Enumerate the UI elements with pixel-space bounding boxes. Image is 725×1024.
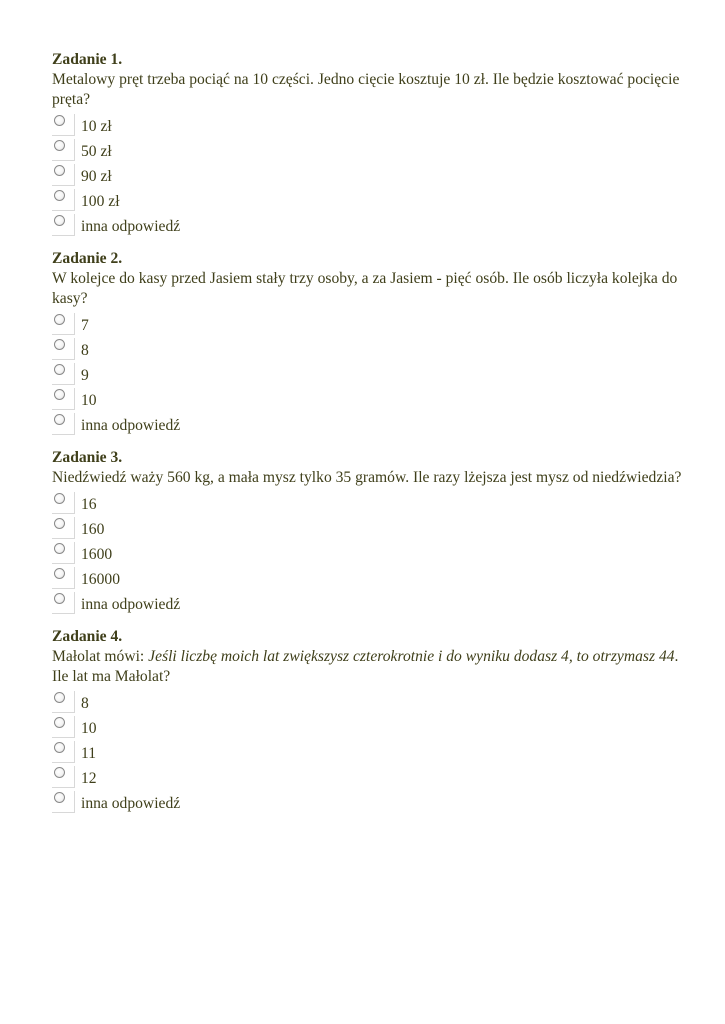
answer-option[interactable] [52, 766, 682, 791]
answer-option[interactable] [52, 388, 682, 413]
radio-frame [52, 517, 75, 539]
answer-label: 9 [81, 367, 89, 384]
answer-label: inna odpowiedź [81, 795, 181, 812]
radio-frame [52, 164, 75, 186]
radio-frame [52, 716, 75, 738]
radio-frame [52, 741, 75, 763]
answer-label: 160 [81, 521, 105, 538]
answer-option[interactable] [52, 517, 682, 542]
radio-frame [52, 338, 75, 360]
radio-frame [52, 592, 75, 614]
answer-label: 10 [81, 392, 97, 409]
task-question [52, 70, 682, 110]
radio-button-icon[interactable] [54, 742, 65, 753]
quiz-page [52, 50, 682, 826]
answer-label: 11 [81, 745, 97, 762]
answer-options [52, 691, 682, 816]
answer-label: 1600 [81, 546, 113, 563]
task-title: Zadanie 3. [52, 449, 123, 466]
radio-button-icon[interactable] [54, 543, 65, 554]
task-question [52, 647, 682, 687]
answer-label: 10 zł [81, 118, 112, 135]
radio-frame [52, 691, 75, 713]
radio-frame [52, 791, 75, 813]
answer-option[interactable] [52, 413, 682, 438]
radio-frame [52, 214, 75, 236]
radio-frame [52, 139, 75, 161]
radio-button-icon[interactable] [54, 165, 65, 176]
answer-label: 10 [81, 720, 97, 737]
question-text: Metalowy pręt trzeba pociąć na 10 części. Jedno cięcie kosztuje 10 zł. Ile będzie kosztować pocięcie pręta? [52, 71, 680, 108]
answer-option[interactable] [52, 164, 682, 189]
answer-option[interactable] [52, 791, 682, 816]
answer-option[interactable] [52, 313, 682, 338]
radio-frame [52, 313, 75, 335]
answer-options [52, 492, 682, 617]
answer-label: 7 [81, 317, 89, 334]
answer-label: inna odpowiedź [81, 596, 181, 613]
radio-button-icon[interactable] [54, 792, 65, 803]
answer-label: inna odpowiedź [81, 218, 181, 235]
task-title: Zadanie 4. [52, 628, 123, 645]
answer-option[interactable] [52, 189, 682, 214]
radio-button-icon[interactable] [54, 389, 65, 400]
answer-option[interactable] [52, 716, 682, 741]
question-text: . Ile lat ma Małolat? [52, 648, 679, 685]
radio-frame [52, 363, 75, 385]
radio-button-icon[interactable] [54, 493, 65, 504]
answer-label: 16000 [81, 571, 120, 588]
answer-label: 90 zł [81, 168, 112, 185]
answer-option[interactable] [52, 139, 682, 164]
answer-label: inna odpowiedź [81, 417, 181, 434]
radio-frame [52, 189, 75, 211]
answer-option[interactable] [52, 542, 682, 567]
task-question [52, 468, 682, 488]
task-2 [52, 249, 682, 438]
radio-button-icon[interactable] [54, 115, 65, 126]
answer-option[interactable] [52, 691, 682, 716]
radio-button-icon[interactable] [54, 364, 65, 375]
answer-option[interactable] [52, 592, 682, 617]
radio-button-icon[interactable] [54, 593, 65, 604]
question-text: W kolejce do kasy przed Jasiem stały trzy osoby, a za Jasiem - pięć osób. Ile osób liczyła kolejka do kasy? [52, 270, 678, 307]
question-text: Małolat mówi: [52, 648, 149, 665]
task-3 [52, 448, 682, 617]
quoted-speech: Jeśli liczbę moich lat zwiększysz czterokrotnie i do wyniku dodasz 4, to otrzymasz 44 [148, 648, 675, 665]
answer-label: 100 zł [81, 193, 120, 210]
radio-button-icon[interactable] [54, 314, 65, 325]
answer-label: 12 [81, 770, 97, 787]
radio-frame [52, 542, 75, 564]
radio-frame [52, 388, 75, 410]
radio-button-icon[interactable] [54, 568, 65, 579]
task-question [52, 269, 682, 309]
answer-option[interactable] [52, 363, 682, 388]
radio-button-icon[interactable] [54, 140, 65, 151]
answer-option[interactable] [52, 567, 682, 592]
radio-button-icon[interactable] [54, 414, 65, 425]
answer-label: 8 [81, 695, 89, 712]
radio-frame [52, 492, 75, 514]
answer-options [52, 114, 682, 239]
radio-button-icon[interactable] [54, 190, 65, 201]
radio-button-icon[interactable] [54, 767, 65, 778]
answer-label: 50 zł [81, 143, 112, 160]
radio-button-icon[interactable] [54, 339, 65, 350]
radio-frame [52, 766, 75, 788]
radio-frame [52, 114, 75, 136]
radio-button-icon[interactable] [54, 717, 65, 728]
radio-button-icon[interactable] [54, 518, 65, 529]
answer-option[interactable] [52, 492, 682, 517]
task-title: Zadanie 1. [52, 51, 123, 68]
question-text: Niedźwiedź waży 560 kg, a mała mysz tylko 35 gramów. Ile razy lżejsza jest mysz od niedźwiedzia? [52, 469, 682, 486]
radio-frame [52, 413, 75, 435]
answer-options [52, 313, 682, 438]
answer-option[interactable] [52, 114, 682, 139]
radio-button-icon[interactable] [54, 692, 65, 703]
task-4 [52, 627, 682, 816]
answer-option[interactable] [52, 338, 682, 363]
answer-label: 16 [81, 496, 97, 513]
task-title: Zadanie 2. [52, 250, 123, 267]
radio-button-icon[interactable] [54, 215, 65, 226]
answer-option[interactable] [52, 214, 682, 239]
answer-label: 8 [81, 342, 89, 359]
answer-option[interactable] [52, 741, 682, 766]
task-1 [52, 50, 682, 239]
radio-frame [52, 567, 75, 589]
